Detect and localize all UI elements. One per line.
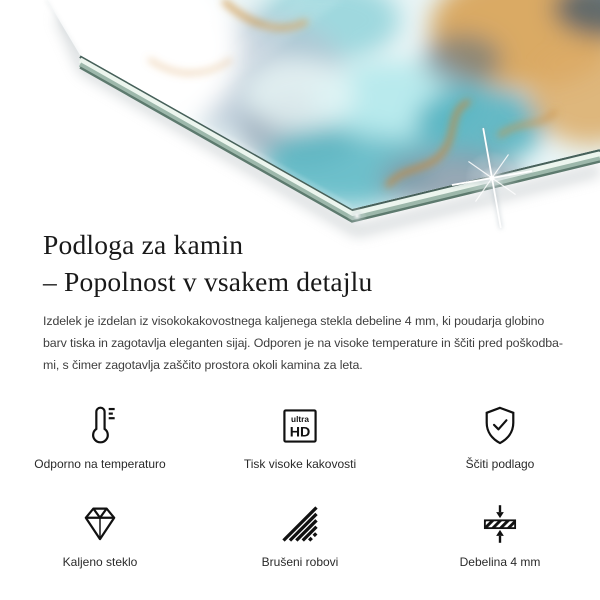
product-image bbox=[0, 0, 600, 250]
feature-polished-edges bbox=[200, 502, 400, 570]
feature-label: Ščiti podlago bbox=[465, 457, 535, 471]
page-title-line1: Podloga za kamin bbox=[43, 229, 244, 260]
description-line: Izdelek je izdelan iz visokokakovostnega kaljenega stekla debeline 4 mm, ki poudarja globino bbox=[43, 314, 545, 328]
feature-label: Odporno na temperaturo bbox=[34, 457, 166, 471]
feature-label: Brušeni robovi bbox=[261, 555, 339, 569]
description-line: mi, s čimer zagotavlja zaščito prostora okoli kamina za leta. bbox=[43, 358, 363, 372]
polished-edges-icon bbox=[278, 502, 322, 546]
page-title-line2: – Popolnost v vsakem detajlu bbox=[43, 266, 373, 297]
feature-label: Tisk visoke kakovosti bbox=[243, 457, 357, 471]
thickness-compress-icon bbox=[478, 502, 522, 546]
shield-check-icon bbox=[478, 404, 522, 448]
ultra-hd-icon bbox=[278, 404, 322, 448]
feature-temperature-resistant bbox=[0, 404, 200, 472]
ultra-hd-icon-text-top: ultra bbox=[291, 415, 309, 425]
feature-label: Debelina 4 mm bbox=[459, 555, 541, 569]
feature-print-quality bbox=[200, 404, 400, 472]
description-line: barv tiska in zagotavlja eleganten sijaj. Odporen je na visoke temperature in ščiti pred poškodba- bbox=[43, 336, 563, 350]
feature-tempered-glass bbox=[0, 502, 200, 570]
page-title bbox=[43, 226, 372, 300]
feature-label: Kaljeno steklo bbox=[62, 555, 138, 569]
diamond-icon bbox=[78, 502, 122, 546]
feature-protects-surface bbox=[400, 404, 600, 472]
glass-panel-artwork bbox=[0, 0, 600, 250]
feature-thickness bbox=[400, 502, 600, 570]
ultra-hd-icon-text-bottom: HD bbox=[289, 424, 311, 441]
feature-grid bbox=[0, 404, 600, 570]
product-description bbox=[43, 310, 583, 376]
thermometer-icon bbox=[78, 404, 122, 448]
